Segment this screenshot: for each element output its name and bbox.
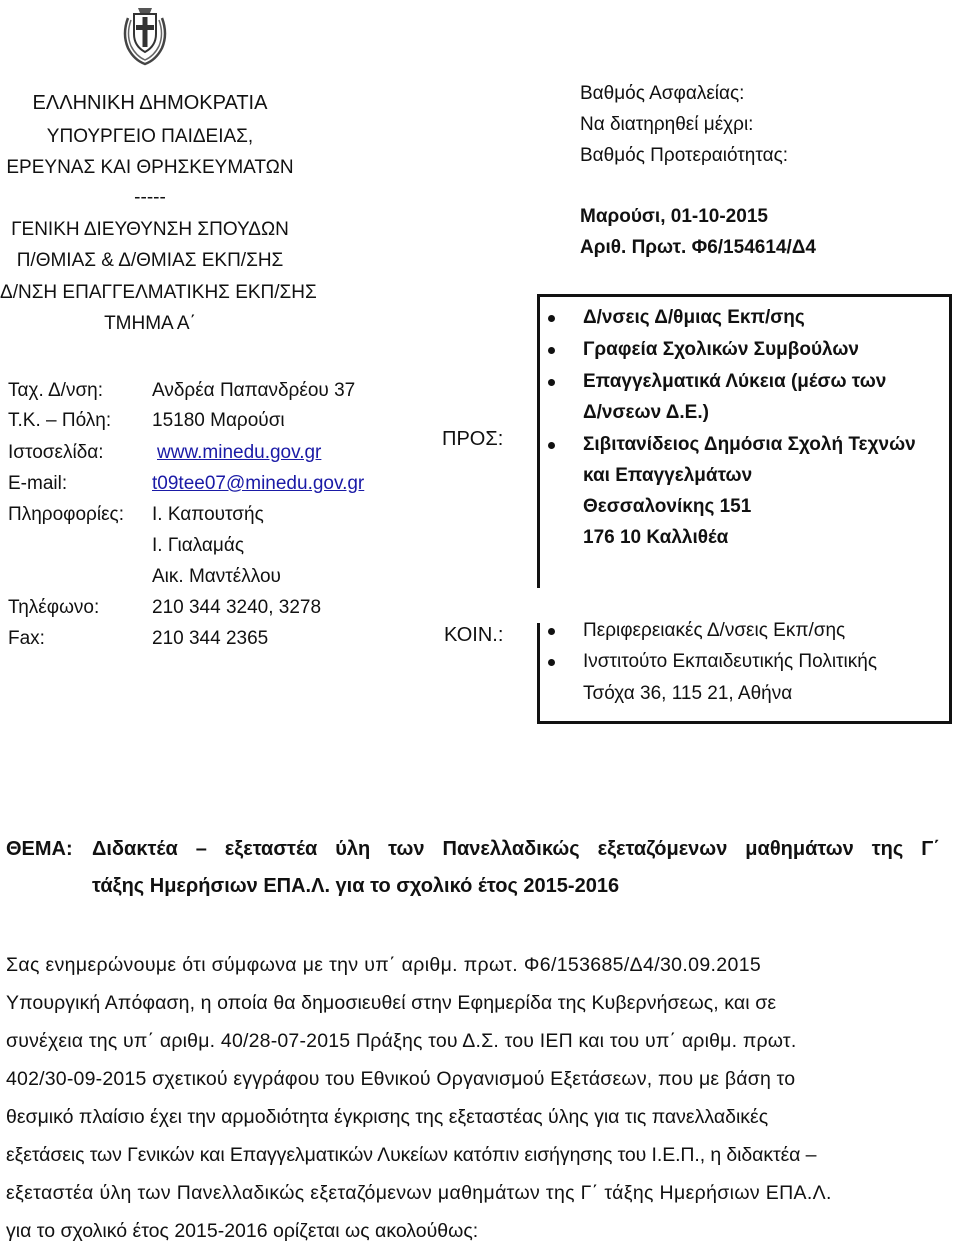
country-title: ΕΛΛΗΝΙΚΗ ΔΗΜΟΚΡΑΤΙΑ [32, 92, 268, 114]
directorate: Δ/ΝΣΗ ΕΠΑΓΓΕΛΜΑΤΙΚΗΣ ΕΚΠ/ΣΗΣ [0, 282, 317, 303]
body-line-5: θεσμικό πλαίσιο έχει την αρμοδιότητα έγκρισης της εξεταστέας ύλης για τις πανελλαδικές [6, 1106, 769, 1128]
bullet-icon [548, 442, 555, 449]
body-line-6: εξετάσεις των Γενικών και Επαγγελματικών Λυκείων κατόπιν εισήγησης του Ι.Ε.Π., η διδακτέα – [6, 1144, 817, 1166]
fax-label: Fax: [8, 628, 45, 649]
to-recipient-4: Σιβιτανίδειος Δημόσια Σχολή Τεχνών [583, 434, 916, 455]
subject-line-1 [92, 838, 940, 861]
greek-coat-of-arms-emblem [118, 4, 172, 66]
subject-word: – [195, 838, 207, 860]
subject-word: Γ΄ [921, 838, 940, 860]
cc-recipient-2: Ινστιτούτο Εκπαιδευτικής Πολιτικής [583, 651, 877, 672]
document-date: Μαρούσι, 01-10-2015 [580, 206, 768, 227]
priority-level: Βαθμός Προτεραιότητας: [580, 145, 789, 166]
general-directorate: ΓΕΝΙΚΗ ΔΙΕΥΘΥΝΣΗ ΣΠΟΥΔΩΝ [11, 219, 289, 240]
ministry-line-2: ΕΡΕΥΝΑΣ ΚΑΙ ΘΡΗΣΚΕΥΜΑΤΩΝ [6, 157, 294, 178]
retention-period: Να διατηρηθεί μέχρι: [580, 114, 754, 135]
phone-value: 210 344 3240, 3278 [152, 597, 322, 618]
website-label: Ιστοσελίδα: [8, 442, 104, 463]
bullet-icon [548, 659, 555, 666]
protocol-number: Αριθ. Πρωτ. Φ6/154614/Δ4 [580, 237, 816, 258]
body-line-2: Υπουργική Απόφαση, η οποία θα δημοσιευθεί στην Εφημερίδα της Κυβερνήσεως, και σε [6, 992, 777, 1014]
to-recipient-4-line-2: και Επαγγελμάτων [583, 465, 753, 486]
to-recipient-1: Δ/νσεις Δ/θμιας Εκπ/σης [583, 307, 805, 328]
bullet-icon [548, 315, 555, 322]
subject-word: των [388, 838, 425, 860]
bullet-icon [548, 347, 555, 354]
subject-word: μαθημάτων [745, 838, 854, 860]
department: ΤΜΗΜΑ Α΄ [104, 313, 196, 334]
to-recipient-2: Γραφεία Σχολικών Συμβούλων [583, 339, 859, 360]
postcode-city-label: Τ.Κ. – Πόλη: [8, 410, 112, 431]
subject-word: Διδακτέα [92, 838, 178, 860]
cc-recipient-2-address: Τσόχα 36, 115 21, Αθήνα [583, 683, 793, 704]
body-line-8: για το σχολικό έτος 2015-2016 ορίζεται ως ακολούθως: [6, 1220, 479, 1242]
to-label: ΠΡΟΣ: [442, 428, 504, 450]
info-contact-3: Αικ. Μαντέλλου [152, 566, 281, 587]
email-link[interactable]: t09tee07@minedu.gov.gr [152, 473, 365, 494]
website-link[interactable]: www.minedu.gov.gr [157, 442, 322, 463]
postal-address-value: Ανδρέα Παπανδρέου 37 [152, 380, 356, 401]
subject-word: της [871, 838, 904, 860]
fax-value: 210 344 2365 [152, 628, 269, 649]
subject-line-2: τάξης Ημερήσιων ΕΠΑ.Λ. για το σχολικό έτος 2015-2016 [92, 875, 620, 897]
cc-label: ΚΟΙΝ.: [444, 624, 504, 646]
body-line-1: Σας ενημερώνουμε ότι σύμφωνα με την υπ΄ αριθμ. πρωτ. Φ6/153685/Δ4/30.09.2015 [6, 954, 762, 976]
subject-word: ύλη [335, 838, 371, 860]
to-recipient-4-line-3: Θεσσαλονίκης 151 [583, 496, 752, 517]
postcode-city-value: 15180 Μαρούσι [152, 410, 285, 431]
to-recipient-3: Επαγγελματικά Λύκεια (μέσω των [583, 371, 887, 392]
bullet-icon [548, 379, 555, 386]
email-label: E-mail: [8, 473, 68, 494]
subject-word: εξεταστέα [224, 838, 318, 860]
phone-label: Τηλέφωνο: [8, 597, 100, 618]
info-contact-2: Ι. Γιαλαμάς [152, 535, 244, 556]
body-line-4: 402/30-09-2015 σχετικού εγγράφου του Εθνικού Οργανισμού Εξετάσεων, που με βάση το [6, 1068, 796, 1090]
to-recipient-4-line-4: 176 10 Καλλιθέα [583, 527, 729, 548]
subject-word: Πανελλαδικώς [442, 838, 580, 860]
bullet-icon [548, 628, 555, 635]
body-line-3: συνέχεια της υπ΄ αριθμ. 40/28-07-2015 Πράξης του Δ.Σ. του ΙΕΠ και του υπ΄ αριθμ. πρωτ. [6, 1030, 797, 1052]
header-separator: ----- [134, 187, 166, 208]
box-gap [537, 588, 549, 623]
security-level: Βαθμός Ασφαλείας: [580, 83, 745, 104]
body-line-7: εξεταστέα ύλη των Πανελλαδικώς εξεταζόμενων μαθημάτων της Γ΄ τάξης Ημερήσιων ΕΠΑ.Λ. [6, 1182, 832, 1204]
info-contact-1: Ι. Καπουτσής [152, 504, 264, 525]
postal-address-label: Ταχ. Δ/νση: [8, 380, 104, 401]
cc-recipient-1: Περιφερειακές Δ/νσεις Εκπ/σης [583, 620, 846, 641]
info-contacts-label: Πληροφορίες: [8, 504, 124, 525]
education-level: Π/ΘΜΙΑΣ & Δ/ΘΜΙΑΣ ΕΚΠ/ΣΗΣ [16, 250, 284, 271]
subject-word: εξεταζόμενων [597, 838, 728, 860]
ministry-line-1: ΥΠΟΥΡΓΕΙΟ ΠΑΙΔΕΙΑΣ, [46, 126, 254, 147]
subject-label: ΘΕΜΑ: [6, 838, 73, 860]
to-recipient-3-cont: Δ/νσεων Δ.Ε.) [583, 402, 709, 423]
